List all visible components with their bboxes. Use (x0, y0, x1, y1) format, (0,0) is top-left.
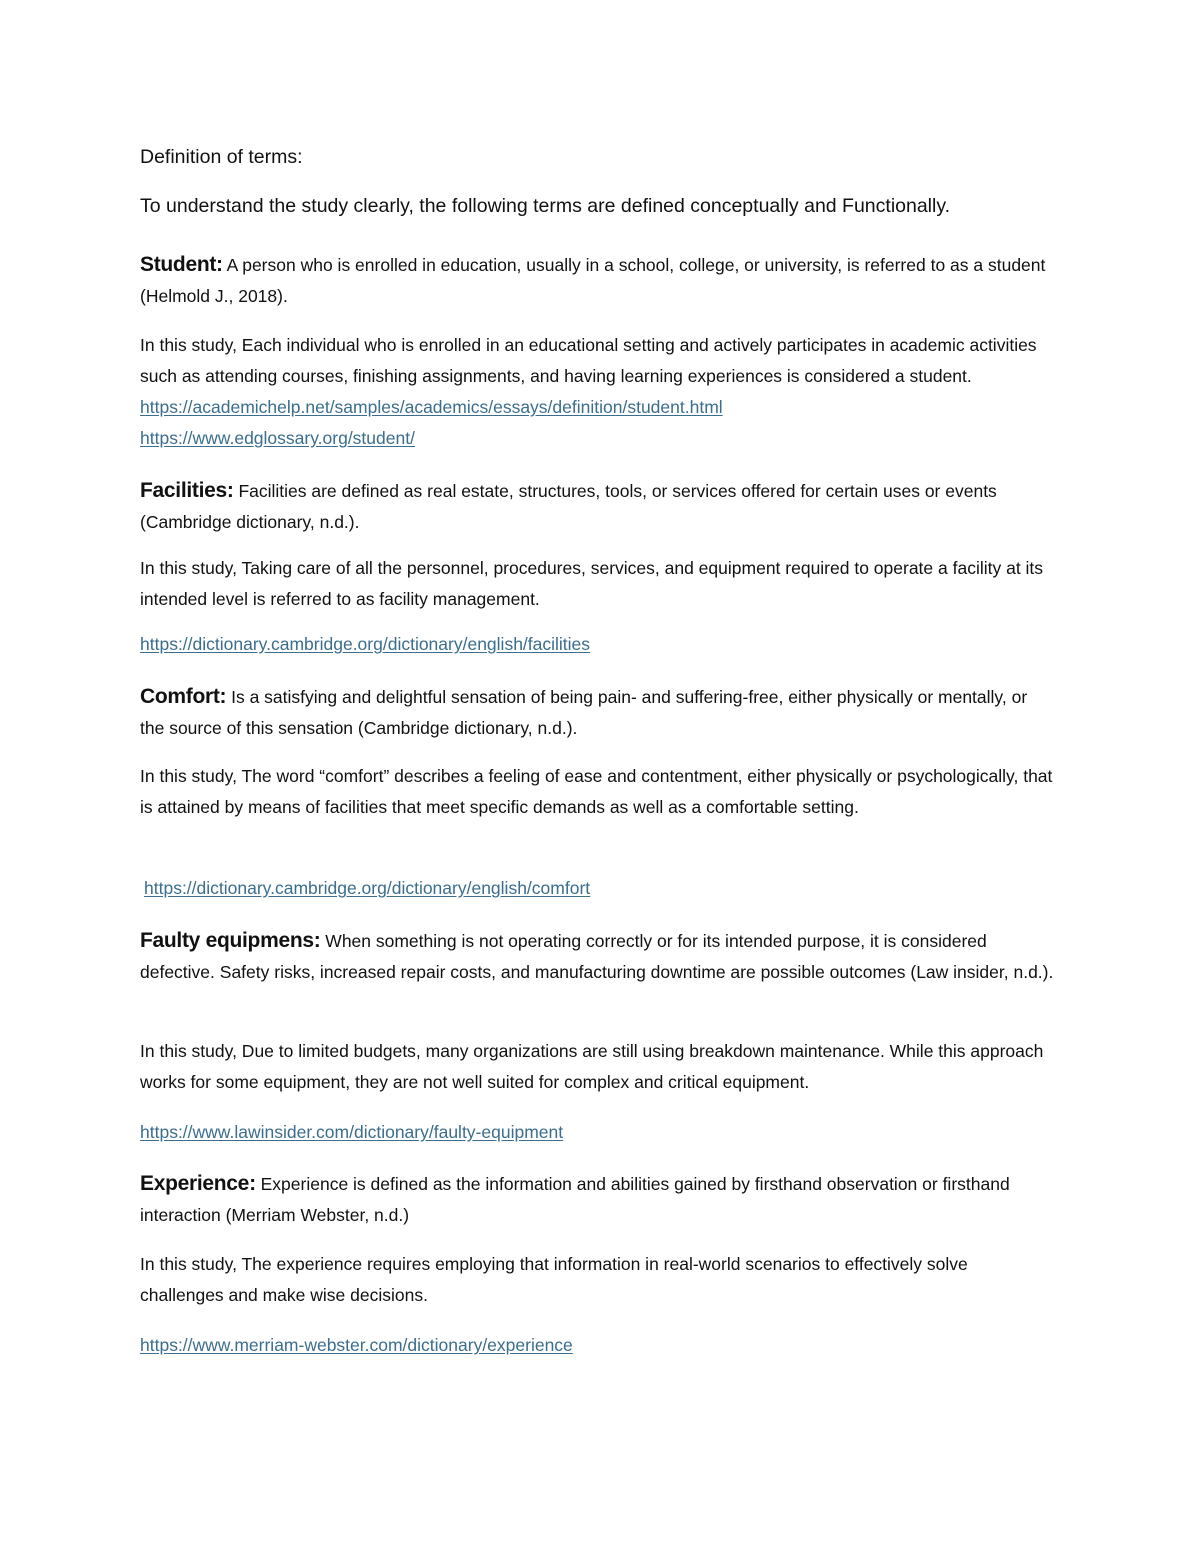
document-heading: Definition of terms: (140, 146, 303, 168)
document-intro: To understand the study clearly, the following terms are defined conceptually and Functionally. (140, 195, 951, 217)
term-student: Student: (140, 253, 223, 276)
definition-text-student: A person who is enrolled in education, usually in a school, college, or university, is referred to as a student (Helmold J., 2018). (140, 255, 1046, 306)
links-experience (140, 1330, 1055, 1361)
definition-faulty-equipment (140, 925, 1055, 988)
link-experience-merriam-webster[interactable]: https://www.merriam-webster.com/dictionary/experience (140, 1335, 573, 1355)
study-faulty-equipment: In this study, Due to limited budgets, many organizations are still using breakdown maintenance. While this approach works for some equipment, they are not well suited for complex and critical equipment. (140, 1041, 1044, 1092)
term-faulty-equipment: Faulty equipmens: (140, 929, 321, 952)
definition-text-experience: Experience is defined as the information and abilities gained by firsthand observation or firsthand interaction (Merriam Webster, n.d.) (140, 1174, 1010, 1225)
definition-text-facilities: Facilities are defined as real estate, structures, tools, or services offered for certain uses or events (Cambridge dictionary, n.d.). (140, 481, 997, 532)
term-comfort: Comfort: (140, 685, 227, 708)
study-experience: In this study, The experience requires employing that information in real-world scenarios to effectively solve challenges and make wise decisions. (140, 1254, 968, 1305)
study-comfort: In this study, The word “comfort” describes a feeling of ease and contentment, either physically or psychologically, that is attained by means of facilities that meet specific demands as well as a comfortable setting. (140, 766, 1053, 817)
links-comfort (144, 873, 1059, 904)
term-experience: Experience: (140, 1172, 256, 1195)
link-student-academichelp[interactable]: https://academichelp.net/samples/academics/essays/definition/student.html (140, 397, 723, 417)
link-faulty-equipment-lawinsider[interactable]: https://www.lawinsider.com/dictionary/faulty-equipment (140, 1122, 564, 1142)
links-faulty-equipment (140, 1117, 1055, 1148)
link-student-edglossary[interactable]: https://www.edglossary.org/student/ (140, 428, 415, 448)
link-comfort-cambridge[interactable]: https://dictionary.cambridge.org/dictionary/english/comfort (144, 878, 591, 898)
study-text-student: In this study, Each individual who is enrolled in an educational setting and actively participates in academic activities such as attending courses, finishing assignments, and having learning experiences is considered a student. (140, 335, 1037, 386)
study-student (140, 330, 1055, 454)
term-facilities: Facilities: (140, 479, 234, 502)
study-facilities: In this study, Taking care of all the personnel, procedures, services, and equipment required to operate a facility at its intended level is referred to as facility management. (140, 558, 1044, 609)
definition-text-comfort: Is a satisfying and delightful sensation of being pain- and suffering-free, either physically or mentally, or the source of this sensation (Cambridge dictionary, n.d.). (140, 687, 1028, 738)
definition-facilities (140, 475, 1055, 538)
definition-student (140, 249, 1055, 312)
links-facilities (140, 629, 1055, 660)
definition-comfort (140, 681, 1055, 744)
definition-experience (140, 1168, 1055, 1231)
link-facilities-cambridge[interactable]: https://dictionary.cambridge.org/dictionary/english/facilities (140, 634, 591, 654)
definition-text-faulty-equipment: When something is not operating correctly or for its intended purpose, it is considered defective. Safety risks, increased repair costs, and manufacturing downtime are possible outcomes (Law insider, n.d.). (140, 931, 1054, 982)
